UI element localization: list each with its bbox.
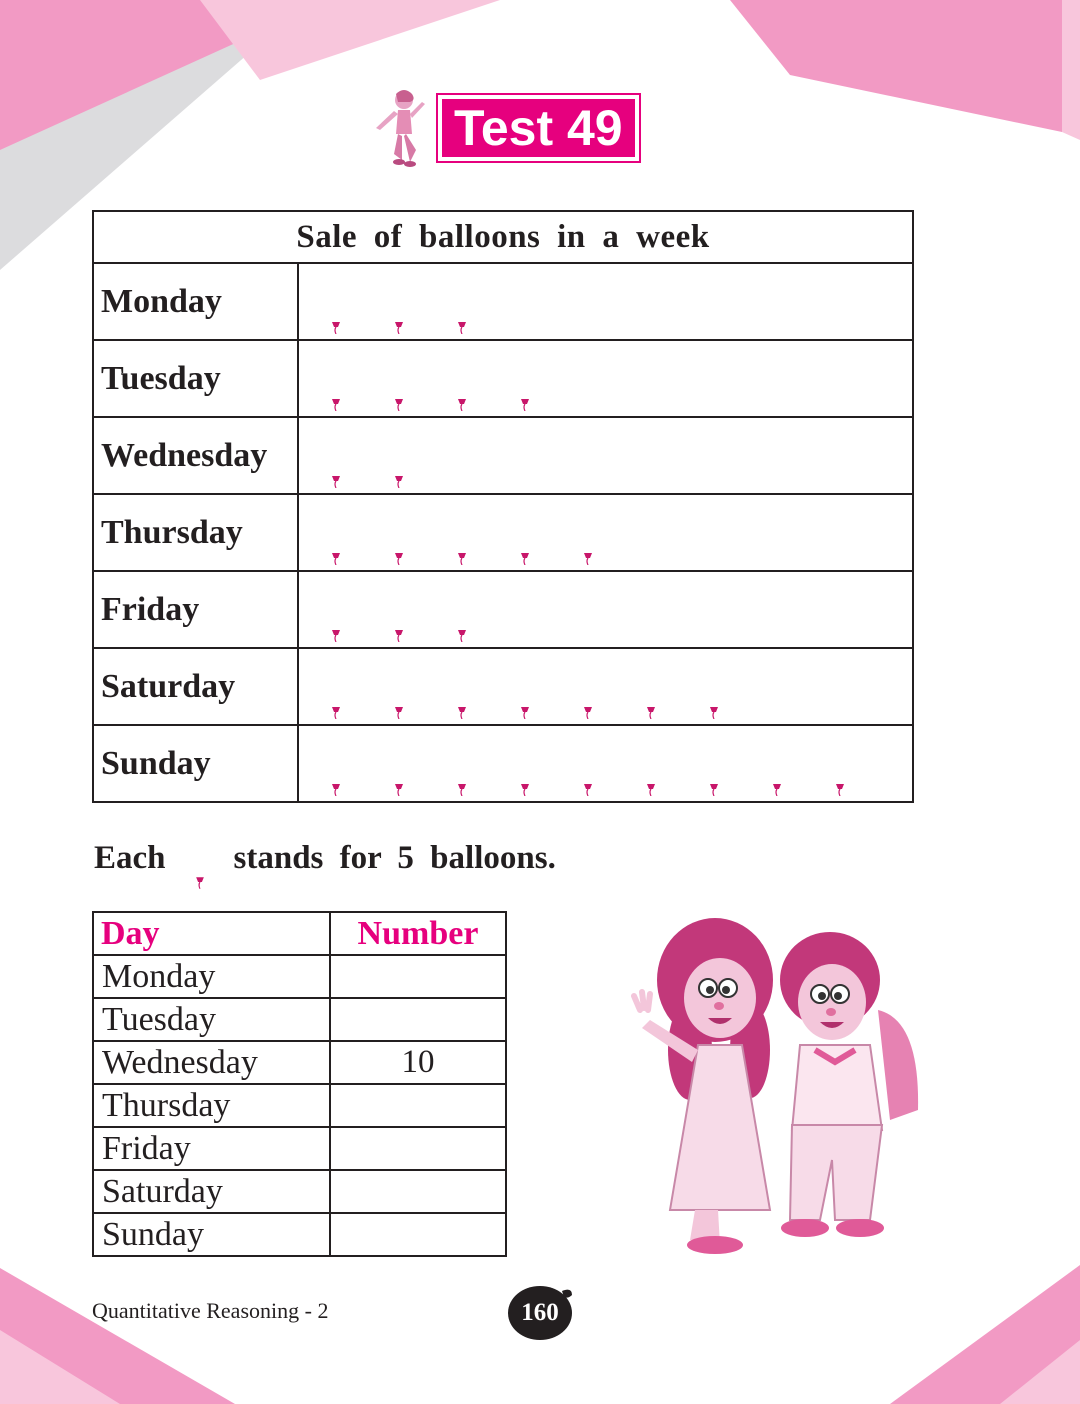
answer-day: Thursday: [93, 1084, 330, 1127]
pictograph-day: Sunday: [93, 725, 298, 802]
balloon-icon: [374, 501, 424, 565]
balloon-icon: [437, 655, 487, 719]
answer-row: [93, 1084, 506, 1127]
pictograph-row: [93, 571, 913, 648]
answer-row: [93, 998, 506, 1041]
balloon-icon: [311, 270, 361, 334]
balloon-icon: [689, 732, 739, 796]
balloon-icon: [563, 732, 613, 796]
answer-day: Tuesday: [93, 998, 330, 1041]
balloon-icon: [374, 424, 424, 488]
answer-number-cell[interactable]: [330, 1127, 506, 1170]
pictograph-day: Thursday: [93, 494, 298, 571]
answer-header-number: Number: [330, 912, 506, 955]
jumping-girl-icon: [372, 88, 432, 168]
balloon-icon: [311, 501, 361, 565]
balloon-icon: [176, 825, 224, 891]
page-number: 160: [521, 1299, 559, 1326]
answer-day: Sunday: [93, 1213, 330, 1256]
balloon-icon: [437, 347, 487, 411]
answer-number-cell[interactable]: [330, 1213, 506, 1256]
balloon-icon: [374, 578, 424, 642]
pictograph-balloons: [298, 571, 913, 648]
balloon-icon: [563, 655, 613, 719]
pictograph-row: [93, 263, 913, 340]
pictograph-day: Tuesday: [93, 340, 298, 417]
key-suffix: stands for 5 balloons.: [233, 839, 556, 876]
pictograph-row: [93, 725, 913, 802]
test-title: Test 49: [438, 95, 639, 161]
pictograph-balloons: [298, 725, 913, 802]
balloon-icon: [311, 424, 361, 488]
answer-header-day: Day: [93, 912, 330, 955]
pictograph-balloons: [298, 648, 913, 725]
balloon-icon: [500, 732, 550, 796]
balloon-icon: [311, 655, 361, 719]
balloon-icon: [815, 732, 865, 796]
balloon-icon: [500, 501, 550, 565]
balloon-icon: [437, 732, 487, 796]
answer-day: Saturday: [93, 1170, 330, 1213]
pictograph-day: Monday: [93, 263, 298, 340]
balloon-icon: [374, 732, 424, 796]
balloon-icon: [626, 655, 676, 719]
page-number-badge: [506, 1285, 574, 1341]
balloon-icon: [563, 501, 613, 565]
balloon-icon: [437, 501, 487, 565]
pictograph-key: [94, 822, 556, 894]
balloon-icon: [311, 347, 361, 411]
balloon-icon: [311, 732, 361, 796]
pictograph-row: [93, 494, 913, 571]
answer-table: [92, 911, 507, 1257]
pictograph-balloons: [298, 494, 913, 571]
pictograph-day: Saturday: [93, 648, 298, 725]
answer-day: Friday: [93, 1127, 330, 1170]
pictograph-row: [93, 417, 913, 494]
answer-row: [93, 1041, 506, 1084]
balloon-icon: [311, 578, 361, 642]
pictograph-table: [92, 210, 914, 803]
answer-number-cell[interactable]: [330, 1170, 506, 1213]
key-prefix: Each: [94, 839, 166, 876]
pictograph-day: Friday: [93, 571, 298, 648]
pictograph-heading: Sale of balloons in a week: [93, 211, 913, 263]
balloon-icon: [500, 655, 550, 719]
pictograph-row: [93, 648, 913, 725]
balloon-icon: [752, 732, 802, 796]
pictograph-row: [93, 340, 913, 417]
pictograph-day: Wednesday: [93, 417, 298, 494]
test-header: [372, 88, 639, 168]
answer-number-cell[interactable]: [330, 955, 506, 998]
answer-number-cell[interactable]: 10: [330, 1041, 506, 1084]
children-illustration: [620, 910, 930, 1260]
answer-row: [93, 955, 506, 998]
balloon-icon: [437, 578, 487, 642]
pictograph-balloons: [298, 417, 913, 494]
book-title: Quantitative Reasoning - 2: [92, 1298, 329, 1323]
answer-day: Monday: [93, 955, 330, 998]
pictograph-balloons: [298, 340, 913, 417]
answer-row: [93, 1213, 506, 1256]
answer-row: [93, 1127, 506, 1170]
answer-number-cell[interactable]: [330, 1084, 506, 1127]
balloon-icon: [374, 270, 424, 334]
balloon-icon: [500, 347, 550, 411]
balloon-icon: [689, 655, 739, 719]
pictograph-balloons: [298, 263, 913, 340]
balloon-icon: [374, 347, 424, 411]
balloon-icon: [437, 270, 487, 334]
answer-number-cell[interactable]: [330, 998, 506, 1041]
answer-row: [93, 1170, 506, 1213]
balloon-icon: [626, 732, 676, 796]
answer-day: Wednesday: [93, 1041, 330, 1084]
balloon-icon: [374, 655, 424, 719]
